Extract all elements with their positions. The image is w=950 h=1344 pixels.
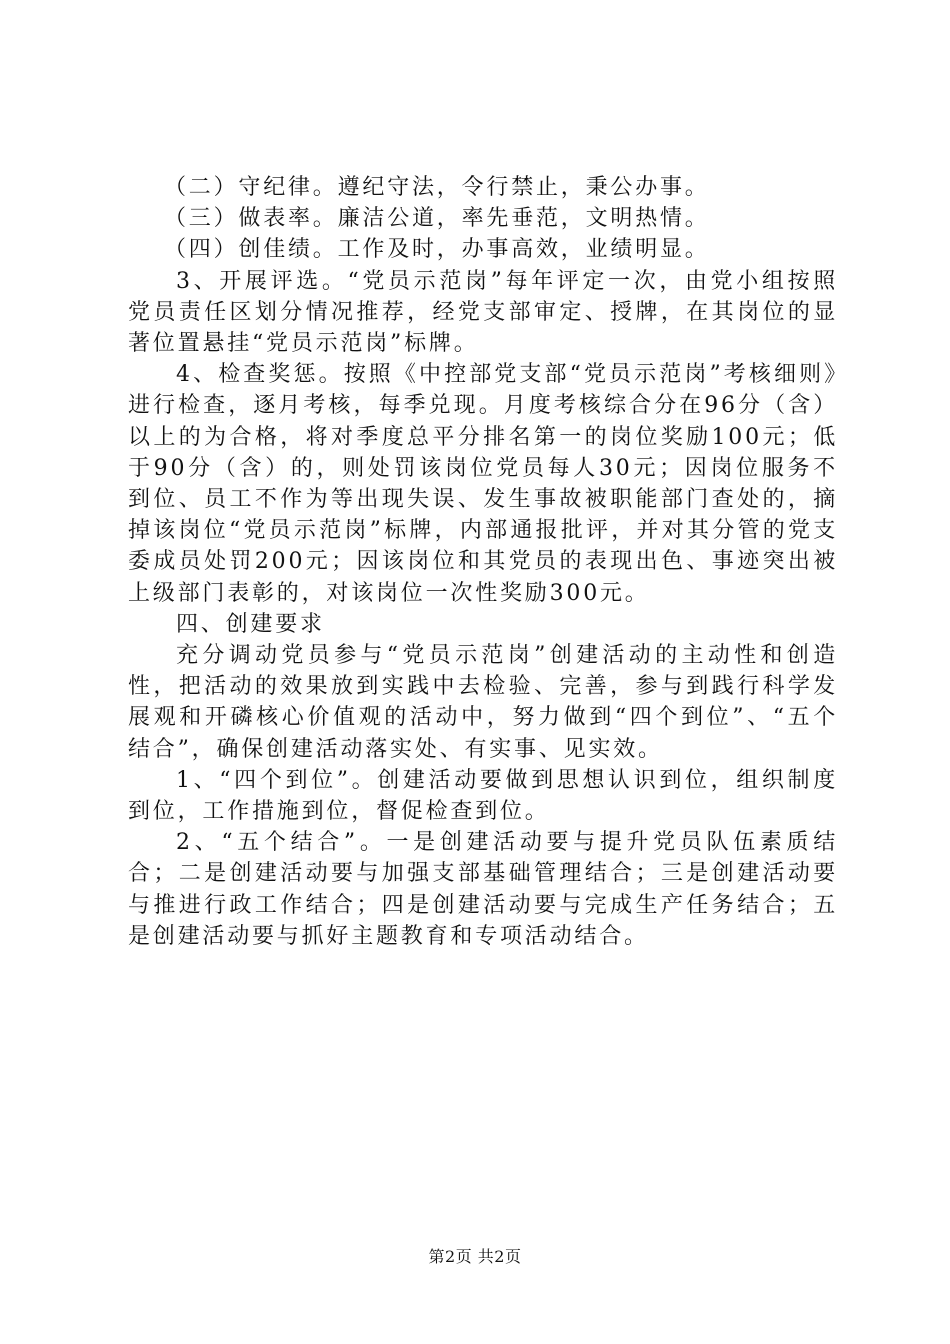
document-body xyxy=(128,172,838,952)
page-footer: 第2页 共2页 xyxy=(428,1247,522,1266)
paragraph-performance: （四）创佳绩。工作及时，办事高效，业绩明显。 xyxy=(164,237,710,263)
paragraph-discipline: （二）守纪律。遵纪守法，令行禁止，秉公办事。 xyxy=(164,175,710,200)
paragraph-rewards-penalties: 4、检查奖惩。按照《中控部党支部“党员示范岗”考核细则》进行检查，逐月考核，每季兑现。月度考核综合分在96分（含）以上的为合格，将对季度总平分排名第一的岗位奖励100元；低于90分（含）的，则处罚该岗位党员每人30元；因岗位服务不到位、员工不作为等出现失误、发生事故被职能部门查处的，摘掉该岗位“党员示范岗”标牌，内部通报批评，并对其分管的党支委成员处罚200元；因该岗位和其党员的表现出色、事迹突出被上级部门表彰的，对该岗位一次性奖励300元。 xyxy=(128,362,838,606)
paragraph-mobilize-members: 充分调动党员参与“党员示范岗”创建活动的主动性和创造性，把活动的效果放到实践中去检验、完善，参与到践行科学发展观和开磷核心价值观的活动中，努力做到“四个到位”、“五个结合”，确保创建活动落实处、有实事、见实效。 xyxy=(128,643,838,762)
paragraph-five-combinations: 2、“五个结合”。一是创建活动要与提升党员队伍素质结合；二是创建活动要与加强支部基础管理结合；三是创建活动要与推进行政工作结合；四是创建活动要与完成生产任务结合；五是创建活动要与抓好主题教育和专项活动结合。 xyxy=(128,830,838,949)
paragraph-four-in-place: 1、“四个到位”。创建活动要做到思想认识到位，组织制度到位，工作措施到位，督促检查到位。 xyxy=(128,767,838,825)
paragraph-role-model: （三）做表率。廉洁公道，率先垂范，文明热情。 xyxy=(164,206,710,232)
paragraph-selection: 3、开展评选。“党员示范岗”每年评定一次，由党小组按照党员责任区划分情况推荐，经党支部审定、授牌，在其岗位的显著位置悬挂“党员示范岗”标牌。 xyxy=(128,268,838,357)
section-heading-requirements: 四、创建要求 xyxy=(176,611,325,637)
